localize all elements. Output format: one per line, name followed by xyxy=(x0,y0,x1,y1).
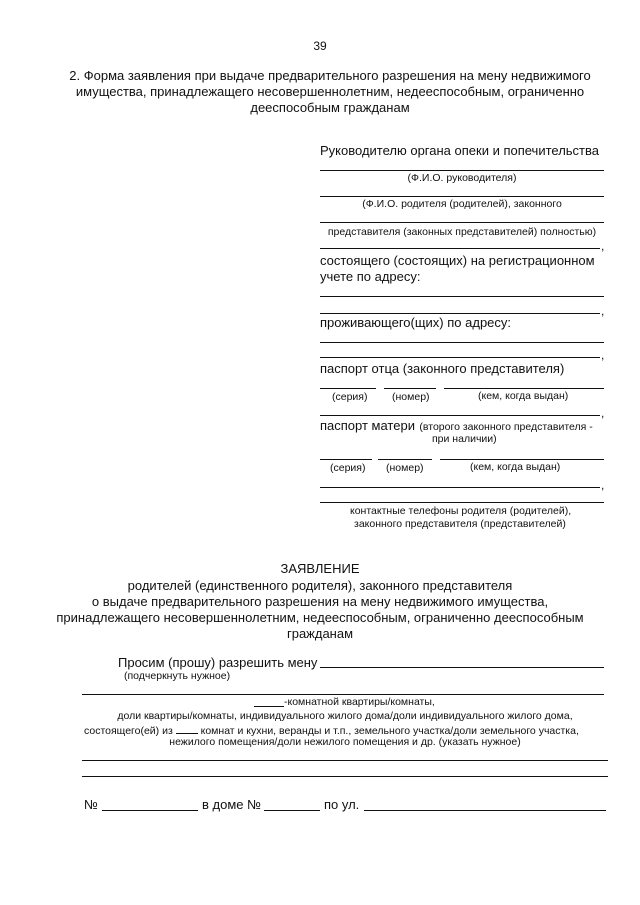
house-label: в доме № xyxy=(202,797,262,812)
father-passport-extra-field[interactable] xyxy=(320,415,600,416)
contacts-caption-2: законного представителя (представителей) xyxy=(354,518,566,530)
mother-series-field[interactable] xyxy=(320,459,372,460)
father-series-field[interactable] xyxy=(320,388,376,389)
exchange-subject-field[interactable] xyxy=(320,667,604,668)
to-head-label: Руководителю органа опеки и попечительства xyxy=(320,143,599,158)
consisting-label: состоящего(ей) из xyxy=(84,725,173,737)
representative-caption: представителя (законных представителей) полностью) xyxy=(327,226,597,238)
mother-passport-note-2: при наличии) xyxy=(432,433,497,445)
parent-fio-caption: (Ф.И.О. родителя (родителей), законного xyxy=(362,198,562,210)
representative-field-2[interactable] xyxy=(320,248,600,249)
parent-name-field[interactable] xyxy=(320,196,604,197)
rooms-caption: -комнатной квартиры/комнаты, xyxy=(284,696,435,708)
representative-field[interactable] xyxy=(320,222,604,223)
shares-caption: доли квартиры/комнаты, индивидуального жилого дома/доли индивидуального жилого дома, xyxy=(117,710,573,722)
consisting-rest: комнат и кухни, веранды и т.п., земельного участка/доли земельного участка, xyxy=(200,725,579,737)
father-number-field[interactable] xyxy=(384,388,436,389)
nonresidential-caption: нежилого помещения/доли нежилого помещения и др. (указать нужное) xyxy=(169,736,521,748)
street-label: по ул. xyxy=(324,797,360,812)
mother-issued-field[interactable] xyxy=(440,459,604,460)
comma-mark: , xyxy=(601,406,605,420)
head-fio-caption: (Ф.И.О. руководителя) xyxy=(407,172,517,184)
property-detail-field-2[interactable] xyxy=(82,776,608,777)
heading-line-3: дееспособным гражданам xyxy=(250,100,410,115)
statement-line-1: родителей (единственного родителя), законного представителя xyxy=(127,578,513,593)
comma-mark: , xyxy=(601,478,605,492)
residing-address-field-1[interactable] xyxy=(320,342,604,343)
statement-line-2: о выдаче предварительного разрешения на мену недвижимого имущества, xyxy=(91,594,549,609)
comma-mark: , xyxy=(601,239,605,253)
mother-passport-note: (второго законного представителя - xyxy=(419,421,593,433)
statement-line-4: гражданам xyxy=(286,626,354,641)
number-label: № xyxy=(84,797,98,812)
head-name-field[interactable] xyxy=(320,170,604,171)
father-issued-caption: (кем, когда выдан) xyxy=(478,390,569,402)
contacts-field[interactable] xyxy=(320,502,604,503)
registered-address-field-2[interactable] xyxy=(320,313,600,314)
apartment-number-field[interactable] xyxy=(102,810,198,811)
mother-passport-extra-field[interactable] xyxy=(320,487,600,488)
house-number-field[interactable] xyxy=(264,810,320,811)
father-number-caption: (номер) xyxy=(392,391,430,403)
mother-passport-label: паспорт матери xyxy=(320,418,415,433)
father-issued-field[interactable] xyxy=(444,388,604,389)
request-label: Просим (прошу) разрешить мену xyxy=(118,655,318,670)
heading-line-2: имущества, принадлежащего несовершеннолетним, недееспособным, ограниченно xyxy=(75,84,585,99)
comma-mark: , xyxy=(601,348,605,362)
room-count-field[interactable] xyxy=(254,706,284,707)
street-field[interactable] xyxy=(364,810,606,811)
rooms-count-field[interactable] xyxy=(176,723,198,734)
mother-number-field[interactable] xyxy=(378,459,432,460)
registered-label-2: учете по адресу: xyxy=(320,269,421,284)
registered-address-field-1[interactable] xyxy=(320,296,604,297)
mother-issued-caption: (кем, когда выдан) xyxy=(470,461,561,473)
father-series-caption: (серия) xyxy=(332,391,368,403)
exchange-detail-field[interactable] xyxy=(82,694,604,695)
mother-number-caption: (номер) xyxy=(386,462,424,474)
contacts-caption-1: контактные телефоны родителя (родителей), xyxy=(350,505,572,517)
statement-title: ЗАЯВЛЕНИЕ xyxy=(280,561,360,576)
page-number: 39 xyxy=(313,39,327,53)
residing-label: проживающего(щих) по адресу: xyxy=(320,315,512,330)
statement-line-3: принадлежащего несовершеннолетним, недееспособным, ограниченно дееспособным xyxy=(56,610,584,625)
residing-address-field-2[interactable] xyxy=(320,357,600,358)
property-detail-field-1[interactable] xyxy=(82,760,608,761)
mother-series-caption: (серия) xyxy=(330,462,366,474)
registered-label-1: состоящего (состоящих) на регистрационном xyxy=(320,253,595,268)
underline-note: (подчеркнуть нужное) xyxy=(124,670,231,682)
father-passport-label: паспорт отца (законного представителя) xyxy=(320,361,565,376)
heading-line-1: 2. Форма заявления при выдаче предварительного разрешения на мену недвижимого xyxy=(69,68,591,83)
comma-mark: , xyxy=(601,304,605,318)
